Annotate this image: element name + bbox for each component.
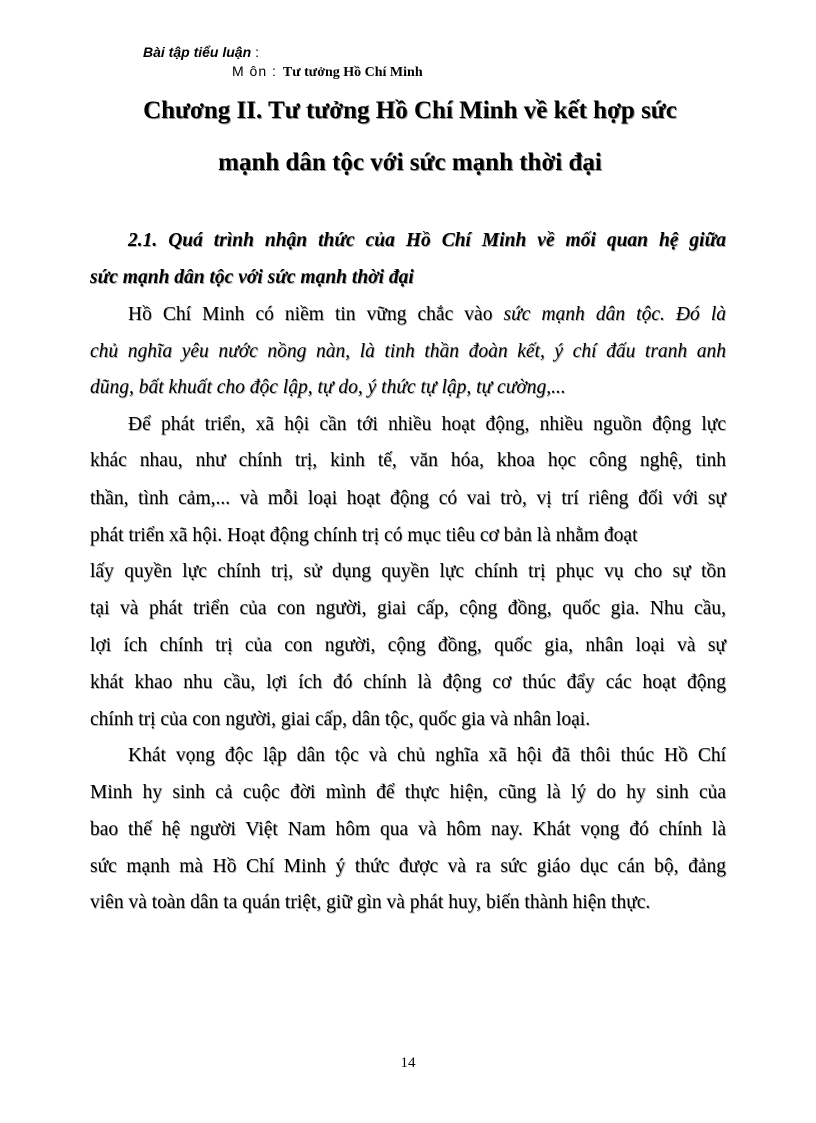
paragraph-2-line-9: chính trị của con người, giai cấp, dân tộc, quốc gia và nhân loại. [90,709,591,730]
paragraph-3-line-1: Khát vọng độc lập dân tộc và chủ nghĩa xã hội đã thôi thúc Hồ Chí [128,745,726,766]
paragraph-2-line-5: lấy quyền lực chính trị, sử dụng quyền lực chính trị phục vụ cho sự tồn [90,561,726,582]
paragraph-2-line-1: Để phát triển, xã hội cần tới nhiều hoạt động, nhiều nguồn động lực [128,414,726,435]
paragraph-1-line-1-italic: sức mạnh dân tộc. Đó là [503,304,726,325]
paragraph-3-line-4: sức mạnh mà Hồ Chí Minh ý thức được và ra sức giáo dục cán bộ, đảng [90,856,726,877]
header-assignment-label: Bài tập tiểu luận [143,44,252,60]
paragraph-2-line-4: phát triển xã hội. Hoạt động chính trị có mục tiêu cơ bản là nhằm đoạt [90,525,638,546]
chapter-title-line-2: mạnh dân tộc với sức mạnh thời đại [218,149,602,176]
paragraph-2-line-8: khát khao nhu cầu, lợi ích đó chính là động cơ thúc đẩy các hoạt động [90,672,726,693]
paragraph-2-line-3: thần, tình cảm,... và mỗi loại hoạt động có vai trò, vị trí riêng đối với sự [90,488,726,509]
header-subject [232,63,423,81]
paragraph-1-line-3: dũng, bất khuất cho độc lập, tự do, ý thức tự lập, tự cường,... [90,377,566,398]
chapter-title-line-1: Chương II. Tư tưởng Hồ Chí Minh về kết hợp sức [143,97,677,124]
paragraph-1-line-1-start: Hồ Chí Minh có niềm tin vững chắc vào [128,304,504,325]
paragraph-3-line-3: bao thế hệ người Việt Nam hôm qua và hôm nay. Khát vọng đó chính là [90,819,726,840]
section-heading-line-2: sức mạnh dân tộc với sức mạnh thời đại [90,267,414,288]
paragraph-2-line-2: khác nhau, như chính trị, kinh tế, văn hóa, khoa học công nghệ, tinh [90,450,726,471]
header-subject-value: Tư tưởng Hồ Chí Minh [282,65,423,80]
header-subject-label: M ôn : [232,63,277,79]
paragraph-3-line-2: Minh hy sinh cả cuộc đời mình để thực hiện, cũng là lý do hy sinh của [90,782,726,803]
paragraph-1-line-1 [128,303,726,327]
paragraph-3-line-5: viên và toàn dân ta quán triệt, giữ gìn và phát huy, biến thành hiện thực. [90,892,651,913]
paragraph-1-line-2: chủ nghĩa yêu nước nồng nàn, là tinh thần đoàn kết, ý chí đấu tranh anh [90,341,726,362]
paragraph-2-line-7: lợi ích chính trị của con người, cộng đồng, quốc gia, nhân loại và sự [90,635,726,656]
header-assignment [143,44,259,60]
page-number: 14 [400,1055,416,1071]
paragraph-2-line-6: tại và phát triển của con người, giai cấp, cộng đồng, quốc gia. Nhu cầu, [90,598,726,619]
chapter-title [80,85,740,189]
section-heading-line-1: 2.1. Quá trình nhận thức của Hồ Chí Minh về mối quan hệ giữa [128,230,726,251]
header-colon: : [255,44,260,60]
